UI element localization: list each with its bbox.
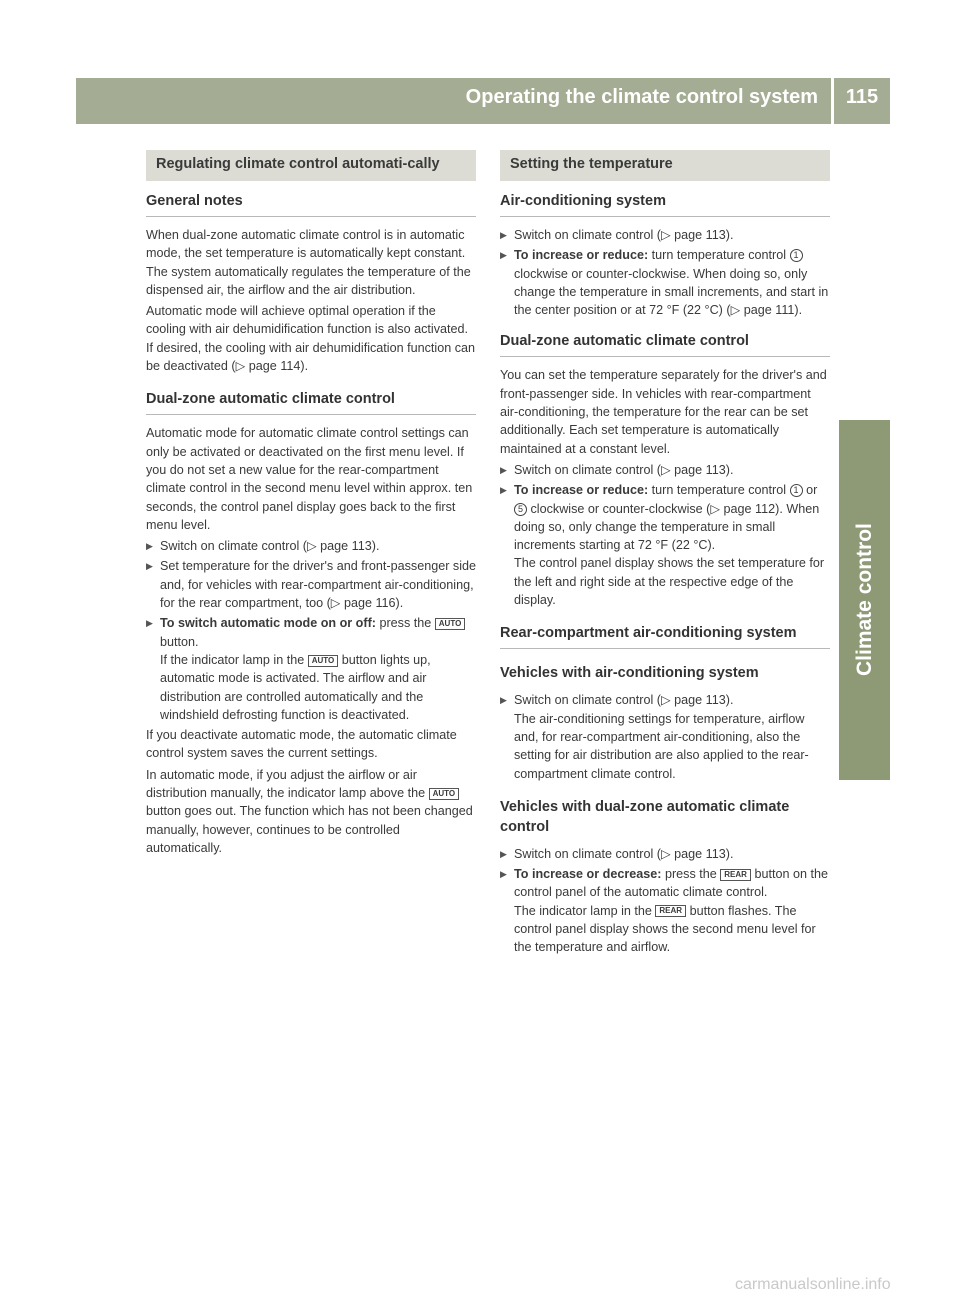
control-number-icon: 1: [790, 249, 803, 262]
section-heading: Regulating climate control automati-cally: [146, 150, 476, 181]
side-tab-label: Climate control: [853, 523, 876, 677]
subheading-vehicles-ac: Vehicles with air-conditioning system: [500, 665, 759, 682]
subheading-dual-zone: Dual-zone automatic climate control: [146, 389, 476, 415]
subheading-general-notes: General notes: [146, 191, 476, 217]
instruction-step: ▶ Switch on climate control (▷ page 113).: [500, 461, 830, 479]
instruction-step: ▶ To increase or reduce: turn temperature control 1 clockwise or counter-clockwise. When doing so, only change the temperature in small increments, and start in the center position or at 72 °F (22 °C) (▷ page 111).: [500, 246, 830, 319]
control-number-icon: 1: [790, 484, 803, 497]
section-heading: Setting the temperature: [500, 150, 830, 181]
auto-button-icon: AUTO: [435, 618, 466, 630]
instruction-step: ▶ Set temperature for the driver's and front-passenger side and, for vehicles with rear-compartment air-conditioning, for the rear compartment, too (▷ page 116).: [146, 557, 476, 612]
instruction-step: ▶ Switch on climate control (▷ page 113).: [500, 226, 830, 244]
subheading-rear: Rear-compartment air-conditioning system: [500, 623, 830, 649]
auto-button-icon: AUTO: [429, 788, 460, 800]
paragraph: You can set the temperature separately for the driver's and front-passenger side. In vehicles with rear-compartment air-conditioning, the temperature for the rear can be set additionally. Each set temperature is automatically maintained at a constant level.: [500, 368, 827, 456]
watermark-footer: carmanualsonline.info: [735, 1276, 891, 1293]
paragraph: In automatic mode, if you adjust the airflow or air distribution manually, the indicator lamp above the AUTO button goes out. The function which has not been changed manually, however, continues to be controlled automatically.: [146, 767, 473, 855]
page-title: Operating the climate control system: [465, 86, 818, 108]
instruction-step: ▶ To increase or reduce: turn temperature control 1 or 5 clockwise or counter-clockwise (▷ page 112). When doing so, only change the temperature in small increments starting at 72 °F (22 °C). The control panel display shows the set temperature for the left and right side at the respective edge of the display.: [500, 481, 830, 609]
subheading-vehicles-dual: Vehicles with dual-zone automatic climate control: [500, 798, 790, 835]
paragraph: When dual-zone automatic climate control is in automatic mode, the set temperature is automatically kept constant. The system automatically regulates the temperature of the dispensed air, the airflow and the air distribution.: [146, 228, 471, 297]
instruction-step: ▶ To increase or decrease: press the REAR button on the control panel of the automatic climate control. The indicator lamp in the REAR button flashes. The control panel display shows the second menu level for the temperature and airflow.: [500, 865, 830, 956]
right-column: [500, 150, 830, 959]
instruction-step: ▶ Switch on climate control (▷ page 113).: [146, 537, 476, 555]
instruction-step: ▶ Switch on climate control (▷ page 113).: [500, 845, 830, 863]
page-number: 115: [845, 86, 879, 108]
subheading-dual-zone: Dual-zone automatic climate control: [500, 331, 830, 357]
left-column: [146, 150, 476, 860]
paragraph: If you deactivate automatic mode, the automatic climate control system saves the current settings.: [146, 728, 457, 761]
paragraph: Automatic mode will achieve optimal operation if the cooling with air dehumidification function is also activated. If desired, the cooling with air dehumidification function can be deactivated (▷ page 114).: [146, 304, 476, 374]
rear-button-icon: REAR: [655, 905, 686, 917]
auto-button-icon: AUTO: [308, 655, 339, 667]
control-number-icon: 5: [514, 503, 527, 516]
instruction-step: ▶ Switch on climate control (▷ page 113). The air-conditioning settings for temperature, airflow and, for rear-compartment air-conditioning, also the setting for air distribution are also applied to the rear-compartment climate control.: [500, 691, 830, 782]
rear-button-icon: REAR: [720, 869, 751, 881]
subheading-ac-system: Air-conditioning system: [500, 191, 830, 217]
instruction-step: ▶ To switch automatic mode on or off: press the AUTO button. If the indicator lamp in the AUTO button lights up, automatic mode is activated. The airflow and air distribution are controlled automatically and the windshield defrosting function is deactivated.: [146, 614, 476, 724]
paragraph: Automatic mode for automatic climate control settings can only be activated or deactivated on the first menu level. If you do not set a new value for the rear-compartment climate control in the second menu level within approx. ten seconds, the control panel display goes back to the first menu level.: [146, 426, 473, 532]
